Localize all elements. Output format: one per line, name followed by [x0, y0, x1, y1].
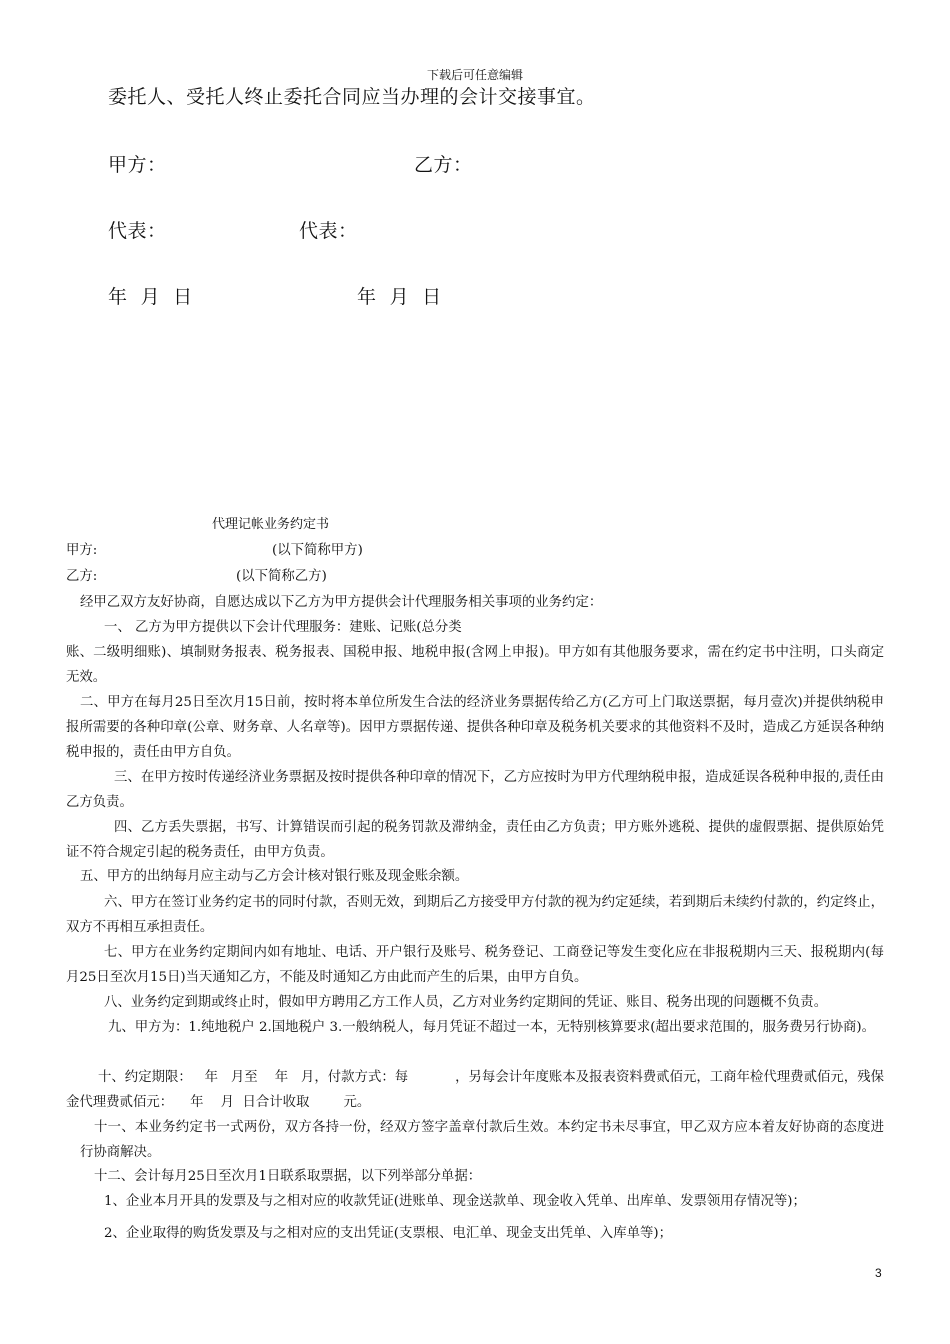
date-b: 年 月 日	[357, 286, 442, 308]
agreement-party-a-note: (以下简称甲方)	[272, 543, 363, 558]
rep-a-label: 代表：	[108, 220, 167, 242]
date-a: 年 月 日	[108, 286, 193, 308]
clause-8: 八、业务约定到期或终止时，假如甲方聘用乙方工作人员，乙方对业务约定期间的凭证、账目、税务出现的问题概不负责。	[104, 995, 828, 1010]
agreement-intro: 经甲乙双方友好协商，自愿达成以下乙方为甲方提供会计代理服务相关事项的业务约定：	[80, 595, 603, 610]
agreement-title: 代理记帐业务约定书	[212, 517, 330, 532]
clause-10: 十、约定期限： 年 月至 年 月，付款方式：每 ，另每会计年度账本及报表资料费贰佰元，工商年检代理费贰佰元，残保金代理费贰佰元： 年 月 日合计收取 元。	[66, 1070, 884, 1110]
list-item-1: 1、企业本月开具的发票及与之相对应的收款凭证(进账单、现金送款单、现金收入凭单、出库单、发票领用存情况等)；	[104, 1194, 806, 1209]
agreement-party-a-label: 甲方:	[66, 543, 98, 558]
agreement-party-b-note: (以下简称乙方)	[236, 569, 327, 584]
clause-1-rest: 账、二级明细账)、填制财务报表、税务报表、国税申报、地税申报(含网上申报)。甲方如有其他服务要求，需在约定书中注明，口头商定无效。	[66, 645, 884, 685]
rep-b-label: 代表：	[299, 220, 358, 242]
header-note: 下载后可任意编辑	[426, 68, 523, 82]
party-a-label: 甲方：	[108, 154, 167, 176]
party-b-label: 乙方：	[414, 154, 473, 176]
agreement-party-b-label: 乙方:	[66, 569, 98, 584]
clause-5: 五、甲方的出纳每月应主动与乙方会计核对银行账及现金账余额。	[80, 869, 469, 884]
clause-11: 十一、本业务约定书一式两份，双方各持一份，经双方签字盖章付款后生效。本约定书未尽事宜，甲乙双方应本着友好协商的态度进行协商解决。	[80, 1120, 884, 1160]
clause-2: 二、甲方在每月25日至次月15日前，按时将本单位所发生合法的经济业务票据传给乙方(乙方可上门取送票据，每月壹次)并提供纳税申报所需要的各种印章(公章、财务章、人名章等)。因甲方票据传递、提供各种印章及税务机关要求的其他资料不及时，造成乙方延误各种纳税申报的，责任由甲方自负。	[66, 695, 884, 760]
clause-4: 四、乙方丢失票据，书写、计算错误而引起的税务罚款及滞纳金，责任由乙方负责；甲方账外逃税、提供的虚假票据、提供原始凭证不符合规定引起的税务责任，由甲方负责。	[66, 820, 884, 860]
clause-12: 十二、会计每月25日至次月1日联系取票据，以下列举部分单据：	[94, 1169, 482, 1184]
clause-3: 三、在甲方按时传递经济业务票据及按时提供各种印章的情况下，乙方应按时为甲方代理纳税申报，造成延误各税种申报的,责任由乙方负责。	[66, 770, 884, 810]
page-number: 3	[875, 1266, 882, 1280]
clause-9: 九、甲方为：1.纯地税户 2.国地税户 3.一般纳税人，每月凭证不超过一本，无特别核算要求(超出要求范围的，服务费另行协商)。	[108, 1020, 875, 1035]
clause-1-line-1: 一、 乙方为甲方提供以下会计代理服务：建账、记账(总分类	[104, 620, 462, 635]
clause-7: 七、甲方在业务约定期间内如有地址、电话、开户银行及账号、税务登记、工商登记等发生变化应在非报税期内三天、报税期内(每月25日至次月15日)当天通知乙方，不能及时通知乙方由此而产生的后果，由甲方自负。	[66, 945, 884, 985]
list-item-2: 2、企业取得的购货发票及与之相对应的支出凭证(支票根、电汇单、现金支出凭单、入库单等)；	[104, 1226, 672, 1241]
clause-6: 六、甲方在签订业务约定书的同时付款，否则无效，到期后乙方接受甲方付款的视为约定延续，若到期后未续约付款的，约定终止，双方不再相互承担责任。	[66, 895, 884, 935]
top-line: 委托人、受托人终止委托合同应当办理的会计交接事宜。	[108, 86, 596, 108]
